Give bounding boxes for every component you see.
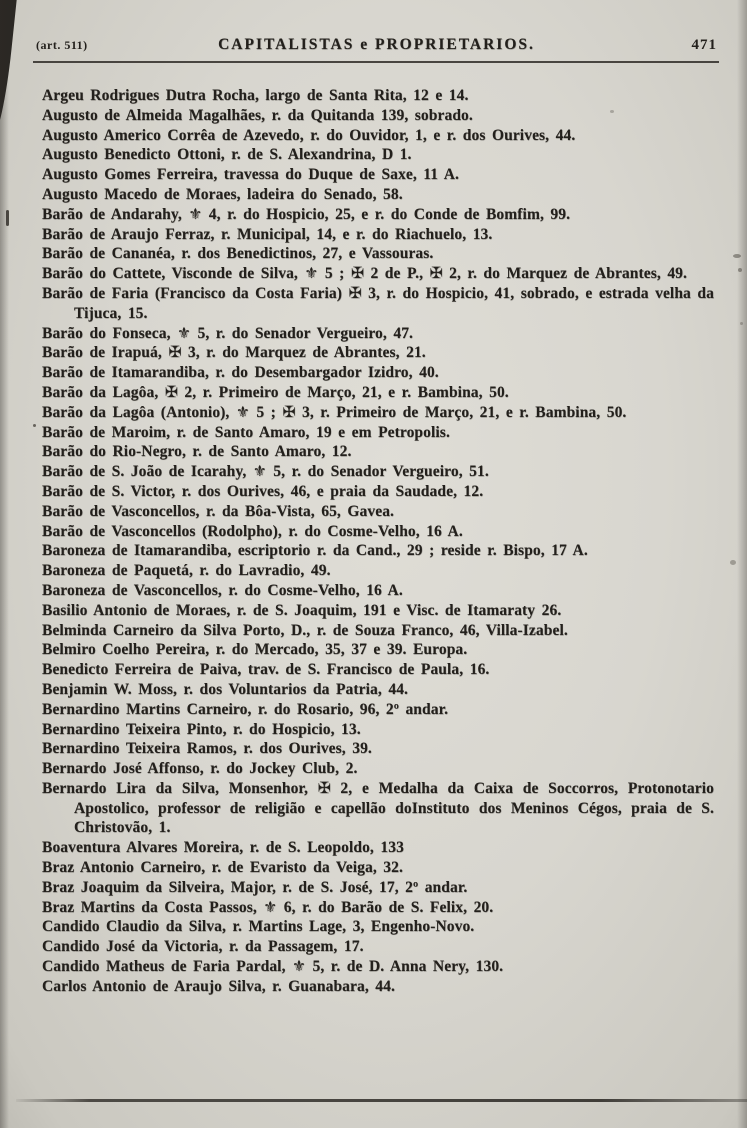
directory-entry: Carlos Antonio de Araujo Silva, r. Guanabara, 44.: [42, 977, 395, 995]
scan-artifact: [738, 268, 742, 272]
directory-entry: Augusto Benedicto Ottoni, r. de S. Alexandrina, D 1.: [42, 146, 412, 164]
directory-entry: Bernardino Teixeira Ramos, r. dos Ourives, 39.: [42, 740, 372, 758]
directory-entry: Barão de Cananéa, r. dos Benedictinos, 27, e Vassouras.: [42, 245, 434, 263]
directory-entry: Baroneza de Vasconcellos, r. do Cosme-Velho, 16 A.: [42, 581, 403, 599]
directory-entry: Baroneza de Itamarandiba, escriptorio r. da Cand., 29 ; reside r. Bispo, 17 A.: [42, 542, 588, 560]
directory-entry: Benedicto Ferreira de Paiva, trav. de S. Francisco de Paula, 16.: [42, 661, 490, 679]
left-page-edge-shadow: [0, 0, 9, 1128]
directory-entry: Braz Antonio Carneiro, r. de Evaristo da Veiga, 32.: [42, 859, 403, 877]
page-title: CAPITALISTAS e PROPRIETARIOS.: [218, 36, 535, 53]
directory-entry: Barão do Fonseca, ⚜ 5, r. do Senador Vergueiro, 47.: [42, 324, 414, 342]
directory-entry: Augusto Gomes Ferreira, travessa do Duque de Saxe, 11 A.: [42, 166, 460, 184]
directory-entry: Braz Martins da Costa Passos, ⚜ 6, r. do Barão de S. Felix, 20.: [42, 898, 494, 916]
directory-entry: Barão de Vasconcellos, r. da Bôa-Vista, 65, Gavea.: [42, 502, 395, 520]
scan-artifact: [33, 424, 36, 427]
directory-entry: Barão de Vasconcellos (Rodolpho), r. do Cosme-Velho, 16 A.: [42, 522, 463, 540]
directory-entry: Candido Claudio da Silva, r. Martins Lage, 3, Engenho-Novo.: [42, 918, 475, 936]
header-rule: [33, 61, 719, 63]
directory-entry: Barão de Araujo Ferraz, r. Municipal, 14, e r. do Riachuelo, 13.: [42, 225, 493, 243]
directory-entry: Barão de S. João de Icarahy, ⚜ 5, r. do Senador Vergueiro, 51.: [42, 463, 489, 481]
directory-entry: Barão do Rio-Negro, r. de Santo Amaro, 12.: [42, 443, 352, 461]
right-page-edge-shadow: [737, 0, 747, 1128]
directory-entry: Barão de Itamarandiba, r. do Desembargador Izidro, 40.: [42, 364, 439, 382]
directory-entry: Boaventura Alvares Moreira, r. de S. Leopoldo, 133: [42, 839, 404, 857]
directory-entry: Candido José da Victoria, r. da Passagem, 17.: [42, 938, 364, 956]
entry-list: [42, 86, 714, 997]
directory-entry: Braz Joaquim da Silveira, Major, r. de S. José, 17, 2º andar.: [42, 878, 468, 896]
directory-entry: Baroneza de Paquetá, r. do Lavradio, 49.: [42, 562, 331, 580]
directory-entry: Benjamin W. Moss, r. dos Voluntarios da Patria, 44.: [42, 680, 409, 698]
scan-artifact: [740, 322, 743, 325]
scan-artifact: [730, 560, 736, 565]
scan-artifact: [733, 254, 741, 258]
page-number: 471: [691, 37, 717, 53]
directory-entry: Barão de Faria (Francisco da Costa Faria) ✠ 3, r. do Hospicio, 41, sobrado, e estrada velha da Tijuca, 15.: [42, 284, 714, 322]
directory-entry: Basilio Antonio de Moraes, r. de S. Joaquim, 191 e Visc. de Itamaraty 26.: [42, 601, 562, 619]
directory-entry: Barão do Cattete, Visconde de Silva, ⚜ 5 ; ✠ 2 de P., ✠ 2, r. do Marquez de Abrantes, 49.: [42, 265, 688, 283]
directory-entry: Barão de S. Victor, r. dos Ourives, 46, e praia da Saudade, 12.: [42, 482, 484, 500]
bottom-scan-line: [16, 1099, 747, 1102]
scan-artifact: [6, 210, 9, 226]
directory-entry: Barão de Andarahy, ⚜ 4, r. do Hospicio, 25, e r. do Conde de Bomfim, 99.: [42, 205, 571, 223]
directory-entry: Barão de Irapuá, ✠ 3, r. do Marquez de Abrantes, 21.: [42, 344, 426, 362]
directory-entry: Barão da Lagôa (Antonio), ⚜ 5 ; ✠ 3, r. Primeiro de Março, 21, e r. Bambina, 50.: [42, 403, 627, 421]
directory-entry: Candido Matheus de Faria Pardal, ⚜ 5, r. de D. Anna Nery, 130.: [42, 958, 504, 976]
directory-entry: Barão de Maroim, r. de Santo Amaro, 19 e em Petropolis.: [42, 423, 450, 441]
directory-entry: Augusto Americo Corrêa de Azevedo, r. do Ouvidor, 1, e r. dos Ourives, 44.: [42, 126, 576, 144]
directory-entry: Argeu Rodrigues Dutra Rocha, largo de Santa Rita, 12 e 14.: [42, 87, 469, 104]
directory-entry: Bernardino Martins Carneiro, r. do Rosario, 96, 2º andar.: [42, 700, 449, 718]
article-reference: (art. 511): [36, 38, 88, 52]
directory-entry: Bernardo José Affonso, r. do Jockey Club, 2.: [42, 760, 358, 778]
directory-entry: Bernardo Lira da Silva, Monsenhor, ✠ 2, e Medalha da Caixa de Soccorros, Protonotario Apostolico, professor de religião e capellão doInstituto dos Meninos Cégos, praia de S. Christovão, 1.: [42, 779, 714, 837]
directory-entry: Augusto Macedo de Moraes, ladeira do Senado, 58.: [42, 185, 403, 203]
directory-entry: Barão da Lagôa, ✠ 2, r. Primeiro de Março, 21, e r. Bambina, 50.: [42, 383, 509, 401]
directory-entry: Belminda Carneiro da Silva Porto, D., r. de Souza Franco, 46, Villa-Izabel.: [42, 621, 568, 639]
page-header: [36, 36, 717, 54]
directory-entry: Belmiro Coelho Pereira, r. do Mercado, 35, 37 e 39. Europa.: [42, 641, 468, 659]
directory-entry: Bernardino Teixeira Pinto, r. do Hospicio, 13.: [42, 720, 361, 738]
directory-entry: Augusto de Almeida Magalhães, r. da Quitanda 139, sobrado.: [42, 106, 473, 124]
